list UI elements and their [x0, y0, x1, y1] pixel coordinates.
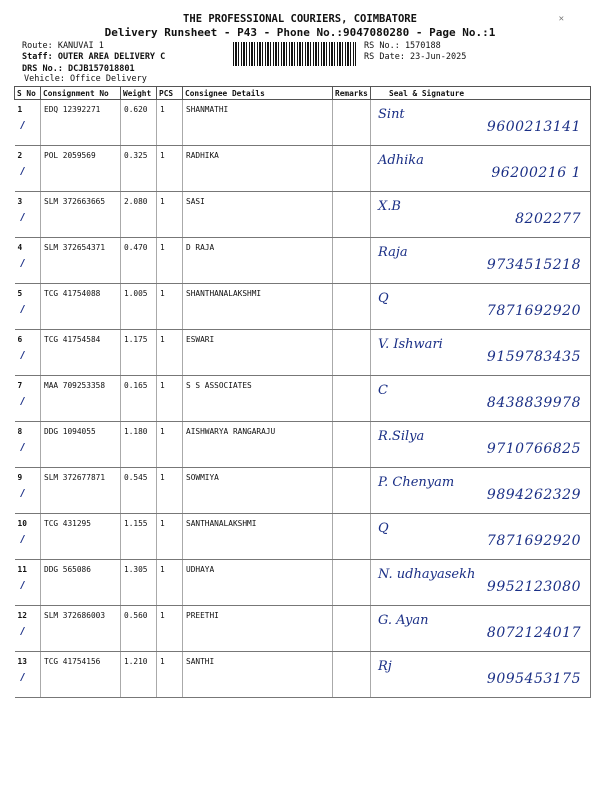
row-pcs [157, 146, 183, 192]
tick-mark-icon: / [19, 350, 26, 361]
row-pcs-text: 1 [160, 289, 165, 298]
tick-mark-icon: / [19, 534, 26, 545]
tick-mark-icon: / [19, 396, 26, 407]
row-sno [15, 284, 41, 330]
row-pcs-text: 1 [160, 151, 165, 160]
row-sno [15, 422, 41, 468]
row-pcs [157, 606, 183, 652]
table-row [15, 468, 591, 514]
row-consignment-text: DDG 565086 [44, 565, 91, 574]
row-consignment-text: POL 2059569 [44, 151, 96, 160]
row-sno [15, 652, 41, 698]
table-row [15, 100, 591, 146]
table-row [15, 192, 591, 238]
row-consignment [41, 192, 121, 238]
table-row [15, 146, 591, 192]
signature-scrawl: Q [378, 521, 389, 536]
row-pcs-text: 1 [160, 473, 165, 482]
handwritten-signature [374, 519, 587, 555]
row-remarks [333, 606, 371, 652]
handwritten-signature [374, 427, 587, 463]
row-weight-text: 0.560 [124, 611, 148, 620]
table-row [15, 376, 591, 422]
row-pcs [157, 376, 183, 422]
handwritten-signature [374, 197, 587, 233]
row-consignee-text: D RAJA [186, 243, 215, 252]
signature-phone: 9894262329 [486, 487, 581, 503]
row-consignment-text: DDG 1094055 [44, 427, 96, 436]
row-consignee [183, 376, 333, 422]
table-header [15, 87, 591, 100]
row-signature [371, 422, 591, 468]
row-consignee [183, 100, 333, 146]
row-signature [371, 514, 591, 560]
tick-mark-icon: / [19, 672, 26, 683]
row-consignee [183, 284, 333, 330]
signature-scrawl: R.Silya [378, 429, 425, 444]
row-consignment [41, 468, 121, 514]
row-signature [371, 100, 591, 146]
row-pcs-text: 1 [160, 243, 165, 252]
signature-scrawl: Q [378, 291, 389, 306]
row-consignee-text: AISHWARYA RANGARAJU [186, 427, 276, 436]
row-sno-text: 2 [17, 151, 23, 160]
row-sno-text: 3 [17, 197, 23, 206]
signature-phone: 9159783435 [486, 349, 581, 365]
signature-phone: 8072124017 [486, 625, 581, 641]
row-remarks [333, 238, 371, 284]
row-consignee-text: ESWARI [186, 335, 215, 344]
signature-scrawl: G. Ayan [378, 613, 429, 628]
row-weight [121, 560, 157, 606]
row-pcs [157, 100, 183, 146]
row-weight [121, 468, 157, 514]
table-row [15, 238, 591, 284]
rs-date: RS Date: 23-Jun-2025 [364, 52, 467, 62]
row-sno-text: 10 [17, 519, 27, 528]
vehicle-label: Vehicle: Office Delivery [24, 74, 147, 84]
signature-phone: 96200216 1 [491, 165, 581, 181]
row-weight [121, 652, 157, 698]
row-consignment-text: MAA 709253358 [44, 381, 106, 390]
handwritten-signature [374, 657, 587, 693]
row-consignment-text: TCG 41754088 [44, 289, 101, 298]
row-consignment-text: TCG 41754156 [44, 657, 101, 666]
signature-phone: 8438839978 [486, 395, 581, 411]
row-sno [15, 468, 41, 514]
row-consignment-text: EDQ 12392271 [44, 105, 101, 114]
row-consignee [183, 146, 333, 192]
row-pcs-text: 1 [160, 381, 165, 390]
row-signature [371, 606, 591, 652]
table-row [15, 514, 591, 560]
row-weight-text: 0.620 [124, 105, 148, 114]
handwritten-signature [374, 151, 587, 187]
row-remarks [333, 652, 371, 698]
row-consignee [183, 192, 333, 238]
signature-scrawl: V. Ishwari [378, 337, 443, 352]
handwritten-signature [374, 335, 587, 371]
row-remarks [333, 284, 371, 330]
row-sno-text: 8 [17, 427, 23, 436]
row-pcs [157, 192, 183, 238]
row-consignee [183, 330, 333, 376]
row-consignment-text: SLM 372677871 [44, 473, 106, 482]
handwritten-signature [374, 565, 587, 601]
tick-mark-icon: / [19, 580, 26, 591]
signature-phone: 9710766825 [486, 441, 581, 457]
row-consignment [41, 146, 121, 192]
tick-mark-icon: / [19, 488, 26, 499]
row-remarks [333, 192, 371, 238]
rs-number: RS No.: 1570188 [364, 41, 441, 51]
row-signature [371, 560, 591, 606]
col-remarks: Remarks [333, 87, 371, 100]
handwritten-signature [374, 243, 587, 279]
row-weight-text: 1.180 [124, 427, 148, 436]
handwritten-signature [374, 289, 587, 325]
signature-phone: 9952123080 [486, 579, 581, 595]
company-title: THE PROFESSIONAL COURIERS, COIMBATORE [183, 13, 417, 25]
row-sno-text: 9 [17, 473, 23, 482]
row-consignment-text: SLM 372686003 [44, 611, 106, 620]
row-weight-text: 2.080 [124, 197, 148, 206]
handwritten-signature [374, 473, 587, 509]
row-sno [15, 100, 41, 146]
row-signature [371, 468, 591, 514]
row-weight [121, 192, 157, 238]
row-weight-text: 1.305 [124, 565, 148, 574]
row-pcs-text: 1 [160, 611, 165, 620]
row-weight-text: 0.325 [124, 151, 148, 160]
row-consignee-text: RADHIKA [186, 151, 219, 160]
row-weight-text: 0.470 [124, 243, 148, 252]
tick-mark-icon: / [19, 304, 26, 315]
tick-mark-icon: / [19, 212, 26, 223]
signature-scrawl: N. udhayasekh [378, 567, 476, 582]
corner-mark: ✕ [558, 14, 564, 24]
row-consignee [183, 606, 333, 652]
row-weight-text: 1.210 [124, 657, 148, 666]
row-pcs-text: 1 [160, 657, 165, 666]
row-signature [371, 284, 591, 330]
table-row [15, 652, 591, 698]
row-pcs-text: 1 [160, 105, 165, 114]
row-consignee-text: UDHAYA [186, 565, 215, 574]
row-pcs-text: 1 [160, 335, 165, 344]
row-consignee-text: S S ASSOCIATES [186, 381, 252, 390]
signature-phone: 9734515218 [486, 257, 581, 273]
row-pcs [157, 560, 183, 606]
row-consignment [41, 652, 121, 698]
row-consignment [41, 606, 121, 652]
drs-label: DRS No.: DCJB157018801 [22, 64, 135, 74]
signature-scrawl: Sint [378, 107, 405, 122]
tick-mark-icon: / [19, 120, 26, 131]
route-label: Route: KANUVAI 1 [22, 41, 104, 51]
tick-mark-icon: / [19, 166, 26, 177]
row-consignment [41, 376, 121, 422]
row-pcs [157, 652, 183, 698]
signature-scrawl: P. Chenyam [378, 475, 455, 490]
signature-scrawl: C [378, 383, 388, 398]
row-pcs [157, 284, 183, 330]
signature-phone: 7871692920 [486, 303, 581, 319]
row-sno-text: 4 [17, 243, 23, 252]
row-consignee [183, 422, 333, 468]
row-remarks [333, 468, 371, 514]
row-remarks [333, 100, 371, 146]
signature-scrawl: Rj [378, 659, 392, 674]
row-pcs [157, 238, 183, 284]
row-pcs [157, 468, 183, 514]
signature-phone: 9095453175 [486, 671, 581, 687]
col-weight: Weight [121, 87, 157, 100]
row-weight-text: 0.545 [124, 473, 148, 482]
row-remarks [333, 330, 371, 376]
col-seal: Seal & Signature [371, 87, 591, 100]
handwritten-signature [374, 381, 587, 417]
row-sno-text: 6 [17, 335, 23, 344]
row-weight [121, 376, 157, 422]
row-consignment-text: TCG 431295 [44, 519, 91, 528]
row-remarks [333, 422, 371, 468]
signature-phone: 8202277 [515, 211, 581, 227]
row-signature [371, 330, 591, 376]
row-signature [371, 376, 591, 422]
col-sno: S No [15, 87, 41, 100]
signature-phone: 9600213141 [486, 119, 581, 135]
row-consignee [183, 514, 333, 560]
row-consignment [41, 238, 121, 284]
row-consignee-text: PREETHI [186, 611, 219, 620]
row-sno [15, 238, 41, 284]
row-consignment [41, 100, 121, 146]
row-pcs-text: 1 [160, 427, 165, 436]
row-consignment-text: SLM 372663665 [44, 197, 106, 206]
row-weight [121, 422, 157, 468]
row-pcs [157, 422, 183, 468]
signature-scrawl: X.B [378, 199, 401, 214]
handwritten-signature [374, 611, 587, 647]
row-sno-text: 1 [17, 105, 23, 114]
signature-scrawl: Raja [378, 245, 408, 260]
row-pcs-text: 1 [160, 519, 165, 528]
row-consignment [41, 422, 121, 468]
row-weight-text: 1.005 [124, 289, 148, 298]
col-consignee: Consignee Details [183, 87, 333, 100]
row-consignee [183, 560, 333, 606]
row-consignee [183, 652, 333, 698]
row-consignee-text: SANTHI [186, 657, 215, 666]
table-row [15, 422, 591, 468]
row-consignment [41, 560, 121, 606]
row-consignment [41, 284, 121, 330]
table-row [15, 606, 591, 652]
row-consignment-text: TCG 41754584 [44, 335, 101, 344]
row-weight-text: 0.165 [124, 381, 148, 390]
row-consignee-text: SHANTHANALAKSHMI [186, 289, 262, 298]
row-consignee-text: SHANMATHI [186, 105, 229, 114]
row-remarks [333, 146, 371, 192]
row-signature [371, 192, 591, 238]
row-consignment [41, 330, 121, 376]
row-remarks [333, 560, 371, 606]
row-weight [121, 100, 157, 146]
table-row [15, 284, 591, 330]
col-consignment: Consignment No [41, 87, 121, 100]
row-weight [121, 330, 157, 376]
runsheet-subtitle: Delivery Runsheet - P43 - Phone No.:9047080280 - Page No.:1 [104, 26, 496, 39]
row-signature [371, 146, 591, 192]
row-pcs-text: 1 [160, 565, 165, 574]
tick-mark-icon: / [19, 626, 26, 637]
row-pcs [157, 514, 183, 560]
row-sno-text: 11 [17, 565, 27, 574]
tick-mark-icon: / [19, 258, 26, 269]
row-weight [121, 284, 157, 330]
signature-scrawl: Adhika [378, 153, 424, 168]
row-weight-text: 1.155 [124, 519, 148, 528]
row-consignment-text: SLM 372654371 [44, 243, 106, 252]
signature-phone: 7871692920 [486, 533, 581, 549]
row-sno-text: 12 [17, 611, 27, 620]
row-sno [15, 606, 41, 652]
runsheet-table [14, 86, 591, 698]
table-row [15, 330, 591, 376]
tick-mark-icon: / [19, 442, 26, 453]
row-pcs [157, 330, 183, 376]
row-sno [15, 330, 41, 376]
col-pcs: PCS [157, 87, 183, 100]
table-row [15, 560, 591, 606]
row-consignee-text: SASI [186, 197, 205, 206]
row-weight [121, 514, 157, 560]
row-consignee [183, 238, 333, 284]
row-pcs-text: 1 [160, 197, 165, 206]
row-sno [15, 514, 41, 560]
row-sno [15, 560, 41, 606]
row-sno [15, 376, 41, 422]
row-signature [371, 652, 591, 698]
row-weight [121, 146, 157, 192]
handwritten-signature [374, 105, 587, 141]
row-sno-text: 5 [17, 289, 23, 298]
row-weight-text: 1.175 [124, 335, 148, 344]
staff-label: Staff: OUTER AREA DELIVERY C [22, 52, 166, 62]
row-sno-text: 13 [17, 657, 27, 666]
row-remarks [333, 514, 371, 560]
row-consignee [183, 468, 333, 514]
row-consignee-text: SANTHANALAKSHMI [186, 519, 257, 528]
row-consignment [41, 514, 121, 560]
row-remarks [333, 376, 371, 422]
row-signature [371, 238, 591, 284]
row-consignee-text: SOWMIYA [186, 473, 219, 482]
row-sno-text: 7 [17, 381, 23, 390]
row-sno [15, 146, 41, 192]
row-weight [121, 606, 157, 652]
barcode [233, 42, 356, 66]
row-sno [15, 192, 41, 238]
row-weight [121, 238, 157, 284]
